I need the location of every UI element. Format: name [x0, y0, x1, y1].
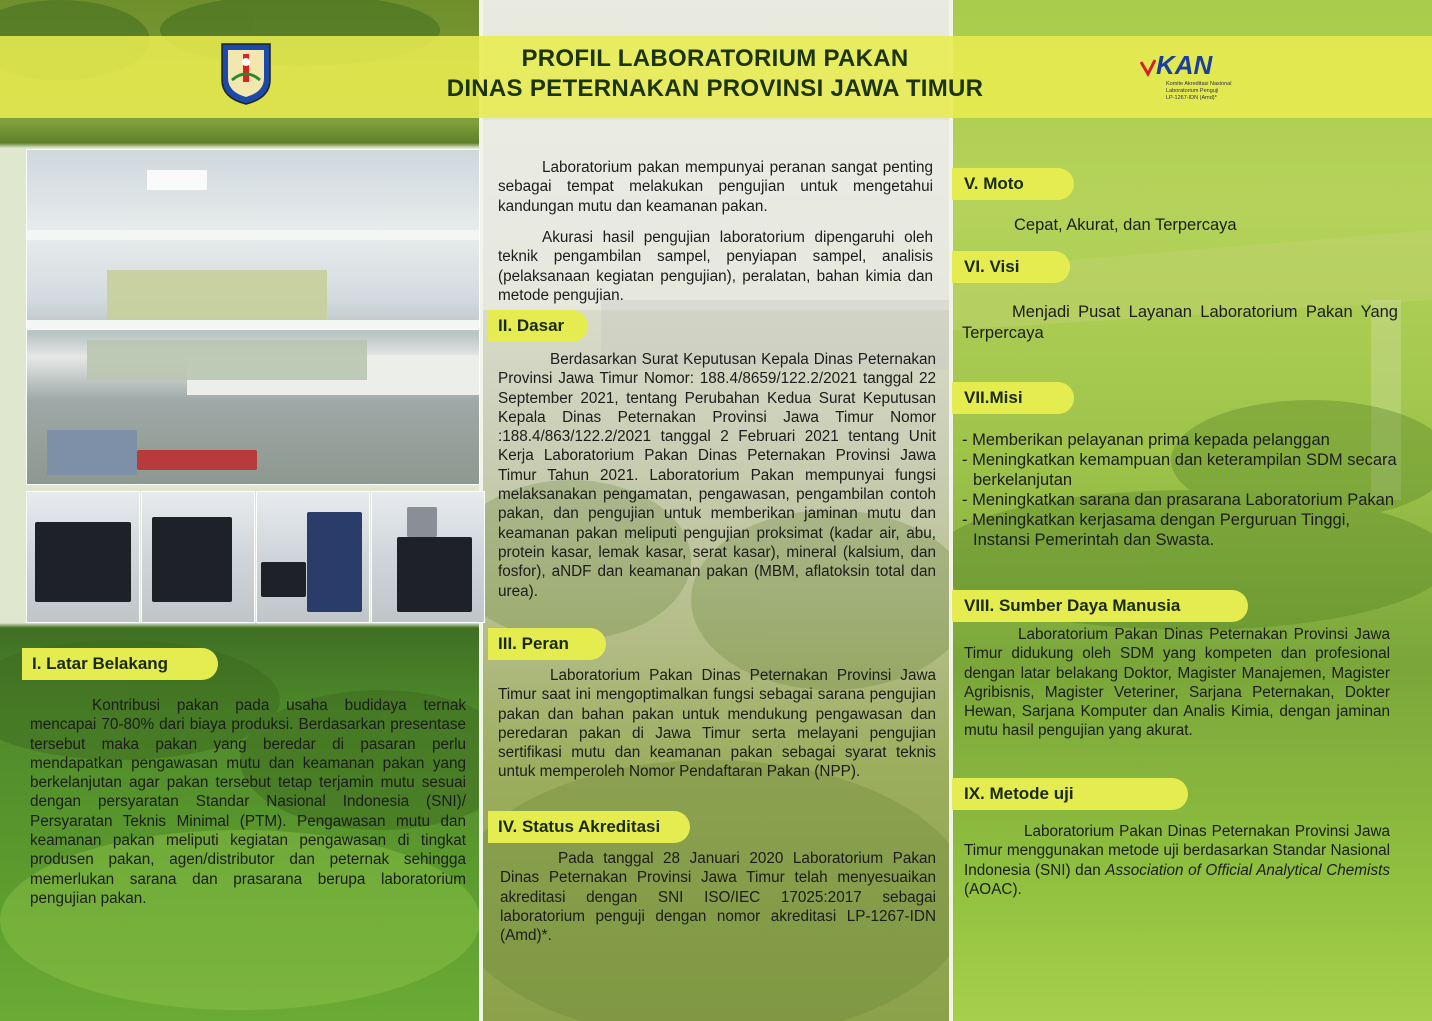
- misi-list: [962, 430, 1402, 550]
- section-title-peran: III. Peran: [488, 628, 606, 660]
- section-title-status-akreditasi: IV. Status Akreditasi: [488, 811, 690, 843]
- section-title-dasar: II. Dasar: [488, 310, 588, 342]
- spectrometer-device: [397, 537, 472, 612]
- title-line-2: DINAS PETERNAKAN PROVINSI JAWA TIMUR: [446, 75, 984, 102]
- misi-item: - Memberikan pelayanan prima kepada pelanggan: [962, 431, 1330, 449]
- lab-photo-thumb-2: [141, 491, 255, 623]
- misi-item: - Meningkatkan sarana dan prasarana Laboratorium Pakan: [962, 491, 1395, 509]
- metode-uji-text: Laboratorium Pakan Dinas Peternakan Provinsi Jawa Timur menggunakan metode uji berdasarkan Standar Nasional Indonesia (SNI) dan Association of Official Analytical Chemists (AOAC).: [964, 823, 1390, 898]
- analyzer-device: [261, 562, 306, 597]
- digestion-device: [152, 517, 232, 602]
- section-title-misi: VII.Misi: [952, 382, 1074, 414]
- lab-glassware: [107, 270, 327, 320]
- east-java-crest-icon: [218, 40, 274, 106]
- latar-belakang-text: Kontribusi pakan pada usaha budidaya ternak mencapai 70-80% dari biaya produksi. Berdasarkan presentase tersebut maka pakan yang beredar di pasaran perlu mendapatkan pengawasan mutu dan keamanan pakan yang berkelanjutan agar pakan tersebut tetap terjamin mutu sesuai dengan persyaratan Standar Nasional Indonesia (SNI)/ Persyaratan Teknis Minimal (PTM). Pengawasan mutu dan keamanan pakan meliputi kegiatan pengawasan di tingkat produsen pakan, agen/distributor dan peternak sehingga memerlukan sarana dan prasarana berupa laboratorium pengujian pakan.: [30, 697, 466, 907]
- extraction-device: [35, 522, 131, 602]
- kan-logo-text: KAN: [1156, 50, 1213, 80]
- intro-paragraph-2: Akurasi hasil pengujian laboratorium dipengaruhi oleh teknik pengambilan sampel, penyiapan sampel, analisis (pelaksanaan kegiatan pengujian), peralatan, bahan kimia dan metode pengujian.: [498, 229, 933, 304]
- kan-logo-line3: LP-1267-IDN (Amd)*: [1166, 95, 1217, 101]
- dasar-text: Berdasarkan Surat Keputusan Kepala Dinas Peternakan Provinsi Jawa Timur Nomor: 188.4/8659/122.2/2021 tanggal 22 September 2021, tentang Perubahan Kedua Surat Keputusan Kepala Dinas Peternakan Provinsi Jawa Timur Nomor :188.4/863/122.2/2021 tanggal 2 Februari 2021 tentang Unit Kerja Laboratorium Pakan Dinas Peternakan Provinsi Jawa Timur Tahun 2021. Laboratorium Pakan mempunyai fungsi melaksanakan pengamatan, pengawasan, pengambilan contoh pakan, dan pengujian untuk memberikan jaminan mutu dan keamanan pakan meliputi pengujian proksimat (kadar air, abu, protein kasar, lemak kasar, serat kasar), mineral (kalsium, dan fosfor), aNDF dan keamanan pakan (MBM, aflatoksin total dan urea).: [498, 351, 936, 600]
- lab-photo-main: [26, 149, 480, 485]
- section-title-metode-uji: IX. Metode uji: [952, 778, 1188, 810]
- lab-cart: [47, 430, 137, 475]
- column-divider: [949, 0, 953, 1021]
- air-conditioner: [147, 170, 207, 190]
- page-title: [300, 44, 1130, 104]
- sumber-daya-manusia-text: Laboratorium Pakan Dinas Peternakan Provinsi Jawa Timur didukung oleh SDM yang kompeten dan profesional dengan latar belakang Doktor, Magister Manajemen, Magister Agribisnis, Magister Veteriner, Sarjana Peternakan, Dokter Hewan, Sarjana Komputer dan Analis Kimia, dengan jaminan mutu hasil pengujian yang akurat.: [964, 626, 1390, 740]
- kan-logo-line2: Laboratorium Penguji: [1166, 88, 1219, 94]
- peran-text: Laboratorium Pakan Dinas Peternakan Provinsi Jawa Timur saat ini mengoptimalkan fungsi sebagai sarana pengujian pakan dan bahan pakan untuk mendukung pengawasan dan peredaran pakan di Jawa Timur serta melayani pengujian sertifikasi mutu dan keamanan pakan sebagai syarat teknis untuk memperoleh Nomor Pendaftaran Pakan (NPP).: [498, 667, 936, 781]
- fume-hood: [407, 507, 437, 537]
- lab-photo-thumb-4: [371, 491, 485, 623]
- section-title-latar-belakang: I. Latar Belakang: [22, 648, 218, 680]
- lab-glassware: [87, 340, 367, 380]
- title-line-1: PROFIL LABORATORIUM PAKAN: [521, 45, 909, 72]
- lab-tray: [137, 450, 257, 470]
- moto-text: Cepat, Akurat, dan Terpercaya: [1014, 216, 1237, 234]
- lab-photo-thumb-3: [256, 491, 370, 623]
- misi-item: - Meningkatkan kerjasama dengan Perguruan Tinggi, Instansi Pemerintah dan Swasta.: [962, 511, 1350, 549]
- section-title-sumber-daya-manusia: VIII. Sumber Daya Manusia: [952, 590, 1248, 622]
- lab-photo-thumb-1: [26, 491, 140, 623]
- kan-logo-line1: Komite Akreditasi Nasional: [1166, 81, 1232, 87]
- kan-logo-icon: [1140, 50, 1240, 110]
- section-title-moto: V. Moto: [952, 168, 1074, 200]
- lab-shelf: [27, 230, 479, 240]
- analyzer-device: [307, 512, 362, 612]
- intro-paragraph-1: Laboratorium pakan mempunyai peranan sangat penting sebagai tempat melakukan pengujian untuk mengetahui kandungan mutu dan keamanan pakan.: [498, 159, 933, 215]
- status-akreditasi-text: Pada tanggal 28 Januari 2020 Laboratorium Pakan Dinas Peternakan Provinsi Jawa Timur telah menyesuaikan akreditasi dengan SNI ISO/IEC 17025:2017 sebagai laboratorium penguji dengan nomor akreditasi LP-1267-IDN (Amd)*.: [500, 850, 936, 945]
- visi-text: Menjadi Pusat Layanan Laboratorium Pakan Yang Terpercaya: [962, 303, 1398, 342]
- misi-item: - Meningkatkan kemampuan dan keterampilan SDM secara berkelanjutan: [962, 451, 1397, 489]
- lab-shelf: [27, 320, 479, 330]
- section-title-visi: VI. Visi: [952, 251, 1070, 283]
